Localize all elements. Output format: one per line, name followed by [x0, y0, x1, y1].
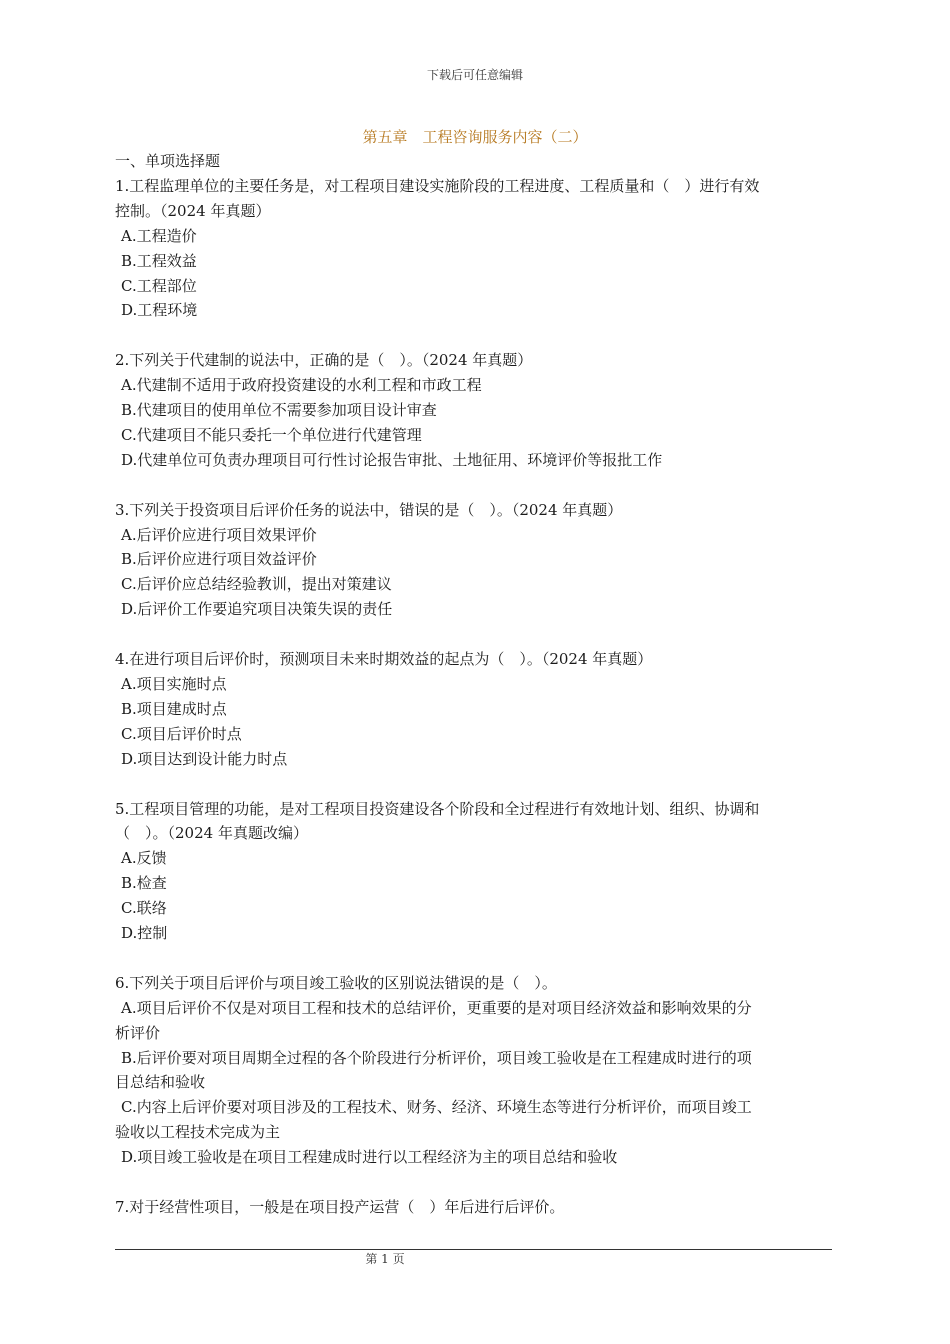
- option-d: D.后评价工作要追究项目决策失误的责任: [121, 600, 393, 619]
- option-b: B.代建项目的使用单位不需要参加项目设计审查: [121, 401, 437, 420]
- question-stem: 1.工程监理单位的主要任务是，对工程项目建设实施阶段的工程进度、工程质量和（ ）进行有效: [115, 176, 760, 195]
- question-1: [115, 174, 837, 323]
- page-number: 第 1 页: [365, 1252, 405, 1266]
- option-a: A.后评价应进行项目效果评价: [121, 525, 317, 544]
- option-b: B.项目建成时点: [121, 699, 227, 718]
- question-7: [115, 1195, 837, 1220]
- option-c: C.项目后评价时点: [121, 724, 242, 743]
- option-a: A.项目后评价不仅是对项目工程和技术的总结评价，更重要的是对项目经济效益和影响效果的分: [121, 998, 752, 1017]
- option-b: B.后评价应进行项目效益评价: [121, 550, 317, 569]
- question-3: [115, 498, 837, 623]
- question-stem: 控制。（2024 年真题）: [115, 201, 271, 220]
- question-stem: 6.下列关于项目后评价与项目竣工验收的区别说法错误的是（ ）。: [115, 973, 557, 992]
- question-4: [115, 647, 837, 772]
- question-6: [115, 971, 837, 1170]
- question-stem: 4.在进行项目后评价时，预测项目未来时期效益的起点为（ ）。（2024 年真题）: [115, 650, 653, 669]
- chapter-title: 第五章 工程咨询服务内容（二）: [362, 128, 588, 146]
- document-body: [115, 149, 837, 1245]
- option-c: C.后评价应总结经验教训，提出对策建议: [121, 575, 392, 594]
- option-c-continued: 验收以工程技术完成为主: [115, 1123, 281, 1142]
- option-b: B.工程效益: [121, 251, 197, 270]
- option-a-continued: 析评价: [115, 1023, 161, 1042]
- option-a: A.项目实施时点: [121, 674, 227, 693]
- option-c: C.内容上后评价要对项目涉及的工程技术、财务、经济、环境生态等进行分析评价，而项目竣工: [121, 1098, 752, 1117]
- option-a: A.工程造价: [121, 226, 197, 245]
- option-c: C.工程部位: [121, 276, 197, 295]
- question-stem: 5.工程项目管理的功能，是对工程项目投资建设各个阶段和全过程进行有效地计划、组织、协调和: [115, 799, 760, 818]
- option-d: D.代建单位可负责办理项目可行性讨论报告审批、土地征用、环境评价等报批工作: [121, 450, 663, 469]
- option-c: C.联络: [121, 899, 167, 918]
- option-c: C.代建项目不能只委托一个单位进行代建管理: [121, 425, 422, 444]
- option-d: D.项目竣工验收是在项目工程建成时进行以工程经济为主的项目总结和验收: [121, 1148, 618, 1167]
- option-d: D.控制: [121, 924, 168, 943]
- question-stem: 7.对于经营性项目，一般是在项目投产运营（ ）年后进行后评价。: [115, 1197, 565, 1216]
- question-stem: 2.下列关于代建制的说法中，正确的是（ ）。（2024 年真题）: [115, 351, 533, 370]
- option-a: A.代建制不适用于政府投资建设的水利工程和市政工程: [121, 376, 482, 395]
- question-5: [115, 797, 837, 946]
- question-stem: 3.下列关于投资项目后评价任务的说法中，错误的是（ ）。（2024 年真题）: [115, 500, 623, 519]
- option-b: B.后评价要对项目周期全过程的各个阶段进行分析评价，项目竣工验收是在工程建成时进行的项: [121, 1048, 752, 1067]
- option-b-continued: 目总结和验收: [115, 1073, 206, 1092]
- option-b: B.检查: [121, 874, 167, 893]
- question-stem: （ ）。（2024 年真题改编）: [115, 824, 308, 843]
- option-d: D.工程环境: [121, 301, 198, 320]
- section-title: 一、单项选择题: [115, 152, 221, 170]
- page-header: 下载后可任意编辑: [426, 68, 523, 82]
- option-a: A.反馈: [121, 849, 167, 868]
- question-2: [115, 348, 837, 473]
- option-d: D.项目达到设计能力时点: [121, 749, 288, 768]
